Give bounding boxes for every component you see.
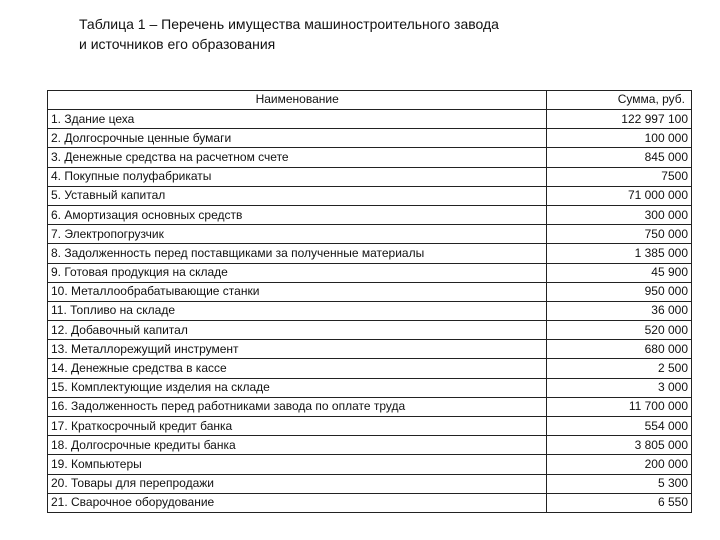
row-name: 13. Металлорежущий инструмент (48, 340, 547, 359)
row-sum: 680 000 (547, 340, 692, 359)
row-sum: 300 000 (547, 205, 692, 224)
table-row (48, 263, 692, 282)
row-sum: 6 550 (547, 493, 692, 512)
row-name: 1. Здание цеха (48, 110, 547, 129)
row-name: 4. Покупные полуфабрикаты (48, 167, 547, 186)
row-sum: 750 000 (547, 225, 692, 244)
row-name: 16. Задолженность перед работниками завода по оплате труда (48, 397, 547, 416)
row-sum: 3 000 (547, 378, 692, 397)
row-sum: 950 000 (547, 282, 692, 301)
table-row (48, 321, 692, 340)
row-name: 2. Долгосрочные ценные бумаги (48, 129, 547, 148)
row-name: 6. Амортизация основных средств (48, 205, 547, 224)
table-row (48, 455, 692, 474)
row-sum: 5 300 (547, 474, 692, 493)
table-row (48, 205, 692, 224)
caption-line-1: Таблица 1 – Перечень имущества машиностроительного завода (79, 16, 499, 32)
row-sum: 71 000 000 (547, 186, 692, 205)
table-row (48, 436, 692, 455)
table-row (48, 244, 692, 263)
row-name: 21. Сварочное оборудование (48, 493, 547, 512)
row-name: 3. Денежные средства на расчетном счете (48, 148, 547, 167)
table-row (48, 186, 692, 205)
row-sum: 3 805 000 (547, 436, 692, 455)
table-row (48, 167, 692, 186)
row-name: 17. Краткосрочный кредит банка (48, 417, 547, 436)
table-row (48, 340, 692, 359)
row-name: 14. Денежные средства в кассе (48, 359, 547, 378)
row-sum: 122 997 100 (547, 110, 692, 129)
row-sum: 2 500 (547, 359, 692, 378)
row-sum: 100 000 (547, 129, 692, 148)
table-row (48, 129, 692, 148)
row-sum: 36 000 (547, 301, 692, 320)
row-name: 7. Электропогрузчик (48, 225, 547, 244)
header-name: Наименование (48, 91, 547, 110)
row-sum: 845 000 (547, 148, 692, 167)
table-row (48, 397, 692, 416)
row-name: 5. Уставный капитал (48, 186, 547, 205)
row-name: 10. Металлообрабатывающие станки (48, 282, 547, 301)
row-name: 9. Готовая продукция на складе (48, 263, 547, 282)
row-name: 8. Задолженность перед поставщиками за полученные материалы (48, 244, 547, 263)
row-name: 20. Товары для перепродажи (48, 474, 547, 493)
table-body (48, 110, 692, 513)
table-row (48, 417, 692, 436)
row-sum: 11 700 000 (547, 397, 692, 416)
table-row (48, 282, 692, 301)
row-name: 19. Компьютеры (48, 455, 547, 474)
table-row (48, 474, 692, 493)
row-name: 11. Топливо на складе (48, 301, 547, 320)
table-row (48, 148, 692, 167)
row-sum: 1 385 000 (547, 244, 692, 263)
row-sum: 554 000 (547, 417, 692, 436)
table-row (48, 493, 692, 512)
row-sum: 200 000 (547, 455, 692, 474)
table-caption (79, 14, 679, 54)
row-name: 15. Комплектующие изделия на складе (48, 378, 547, 397)
table-row (48, 225, 692, 244)
header-sum: Сумма, руб. (547, 91, 692, 110)
row-name: 12. Добавочный капитал (48, 321, 547, 340)
table-row (48, 110, 692, 129)
table-row (48, 359, 692, 378)
table-row (48, 301, 692, 320)
table-header-row (48, 91, 692, 110)
row-sum: 7500 (547, 167, 692, 186)
row-name: 18. Долгосрочные кредиты банка (48, 436, 547, 455)
assets-table (47, 90, 692, 513)
table-row (48, 378, 692, 397)
caption-line-2: и источников его образования (79, 36, 276, 52)
row-sum: 45 900 (547, 263, 692, 282)
row-sum: 520 000 (547, 321, 692, 340)
